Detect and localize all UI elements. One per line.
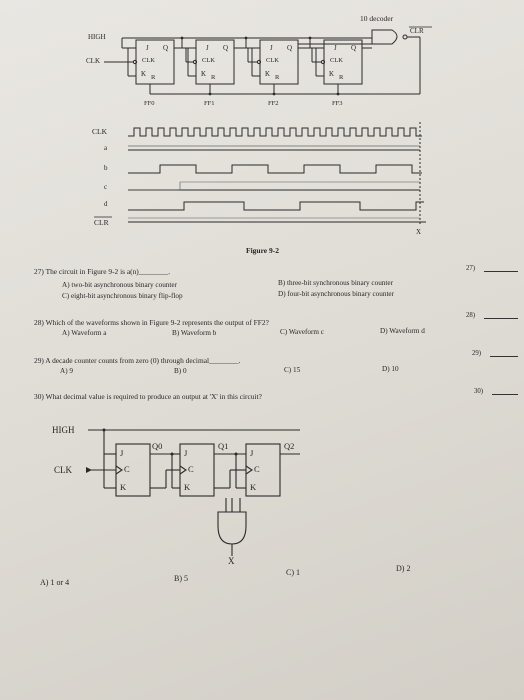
- fig2-ff2-j: J: [250, 448, 254, 458]
- ff2-pin-k: K: [265, 70, 271, 78]
- fig2-output-q2: Q2: [284, 441, 295, 451]
- clk-label: CLK: [86, 57, 100, 65]
- ff2-pin-q: Q: [287, 44, 293, 52]
- fig2-ff1-k: K: [184, 482, 191, 492]
- ff3-pin-r: R: [339, 74, 344, 81]
- answer-blank-27[interactable]: [484, 271, 518, 272]
- decoder-clr-output: CLR: [410, 27, 424, 35]
- ff2-pin-clk: CLK: [266, 57, 279, 64]
- fig2-ff1-j: J: [184, 448, 188, 458]
- q27-option-c[interactable]: C) eight-bit asynchronous binary flip-flop: [62, 292, 183, 300]
- answer-number-28: 28): [466, 312, 476, 319]
- q30-option-a[interactable]: A) 1 or 4: [40, 578, 70, 587]
- ff0-pin-clk: CLK: [142, 57, 155, 64]
- ff0-pin-q: Q: [163, 44, 169, 52]
- answer-blank-28[interactable]: [484, 318, 518, 319]
- wave-label-b: b: [104, 164, 108, 172]
- q29-option-d[interactable]: D) 10: [382, 365, 399, 373]
- fig2-clk-label: CLK: [54, 465, 72, 475]
- question-30: 30) What decimal value is required to produce an output at 'X' in this circuit?: [34, 392, 262, 401]
- q28-option-a[interactable]: A) Waveform a: [62, 329, 107, 337]
- fig2-ff2-c: C: [254, 464, 260, 474]
- q29-option-b[interactable]: B) 0: [174, 367, 187, 375]
- figure-caption: Figure 9-2: [246, 246, 279, 255]
- ff1-name: FF1: [204, 100, 215, 107]
- wave-label-clr: CLR: [94, 218, 109, 227]
- question-27: 27) The circuit in Figure 9-2 is a(n)________.: [34, 267, 171, 276]
- ff3-pin-j: J: [334, 44, 337, 52]
- question-28: 28) Which of the waveforms shown in Figure 9-2 represents the output of FF2?: [34, 318, 269, 327]
- ff3-pin-q: Q: [351, 44, 357, 52]
- high-label: HIGH: [88, 33, 106, 41]
- fig2-output-q1: Q1: [218, 441, 229, 451]
- fig2-x-label: X: [228, 556, 235, 566]
- decoder-label: 10 decoder: [360, 14, 394, 23]
- fig2-high-label: HIGH: [52, 425, 75, 435]
- answer-number-29: 29): [472, 350, 482, 357]
- ff1-pin-j: J: [206, 44, 209, 52]
- fig2-output-q0: Q0: [152, 441, 163, 451]
- q28-option-c[interactable]: C) Waveform c: [280, 328, 324, 336]
- ff0-pin-k: K: [141, 70, 147, 78]
- wave-label-d: d: [104, 200, 108, 208]
- fig2-ff1-c: C: [188, 464, 194, 474]
- answer-blank-30[interactable]: [492, 394, 518, 395]
- wave-label-c: c: [104, 183, 108, 191]
- ff3-pin-k: K: [329, 70, 335, 78]
- ff2-name: FF2: [268, 100, 279, 107]
- wave-label-a: a: [104, 144, 108, 152]
- q29-option-c[interactable]: C) 15: [284, 366, 301, 374]
- ff2-pin-r: R: [275, 74, 280, 81]
- fig2-ff0-j: J: [120, 448, 124, 458]
- ff0-name: FF0: [144, 100, 155, 107]
- q30-option-d[interactable]: D) 2: [396, 564, 411, 573]
- q30-option-b[interactable]: B) 5: [174, 574, 188, 583]
- q27-option-b[interactable]: B) three-bit synchronous binary counter: [278, 279, 393, 287]
- ff0-pin-r: R: [151, 74, 156, 81]
- ff3-pin-clk: CLK: [330, 57, 343, 64]
- ff3-name: FF3: [332, 100, 343, 107]
- answer-blank-29[interactable]: [490, 356, 518, 357]
- answer-number-30: 30): [474, 388, 484, 395]
- fig2-ff0-k: K: [120, 482, 127, 492]
- q30-option-c[interactable]: C) 1: [286, 568, 300, 577]
- question-29: 29) A decade counter counts from zero (0) through decimal________.: [34, 356, 241, 365]
- ff2-pin-j: J: [270, 44, 273, 52]
- ff1-pin-r: R: [211, 74, 216, 81]
- answer-number-27: 27): [466, 265, 476, 272]
- fig2-ff0-c: C: [124, 464, 130, 474]
- ff1-pin-q: Q: [223, 44, 229, 52]
- ff0-pin-j: J: [146, 44, 149, 52]
- fig2-ff2-k: K: [250, 482, 257, 492]
- ff1-pin-clk: CLK: [202, 57, 215, 64]
- q28-option-b[interactable]: B) Waveform b: [172, 329, 217, 337]
- q27-option-d[interactable]: D) four-bit asynchronous binary counter: [278, 290, 395, 298]
- ff1-pin-k: K: [201, 70, 207, 78]
- q29-option-a[interactable]: A) 9: [60, 367, 73, 375]
- wave-label-clk: CLK: [92, 127, 107, 136]
- q27-option-a[interactable]: A) two-bit asynchronous binary counter: [62, 281, 177, 289]
- q28-option-d[interactable]: D) Waveform d: [380, 327, 425, 335]
- wave-x-marker: X: [416, 228, 422, 236]
